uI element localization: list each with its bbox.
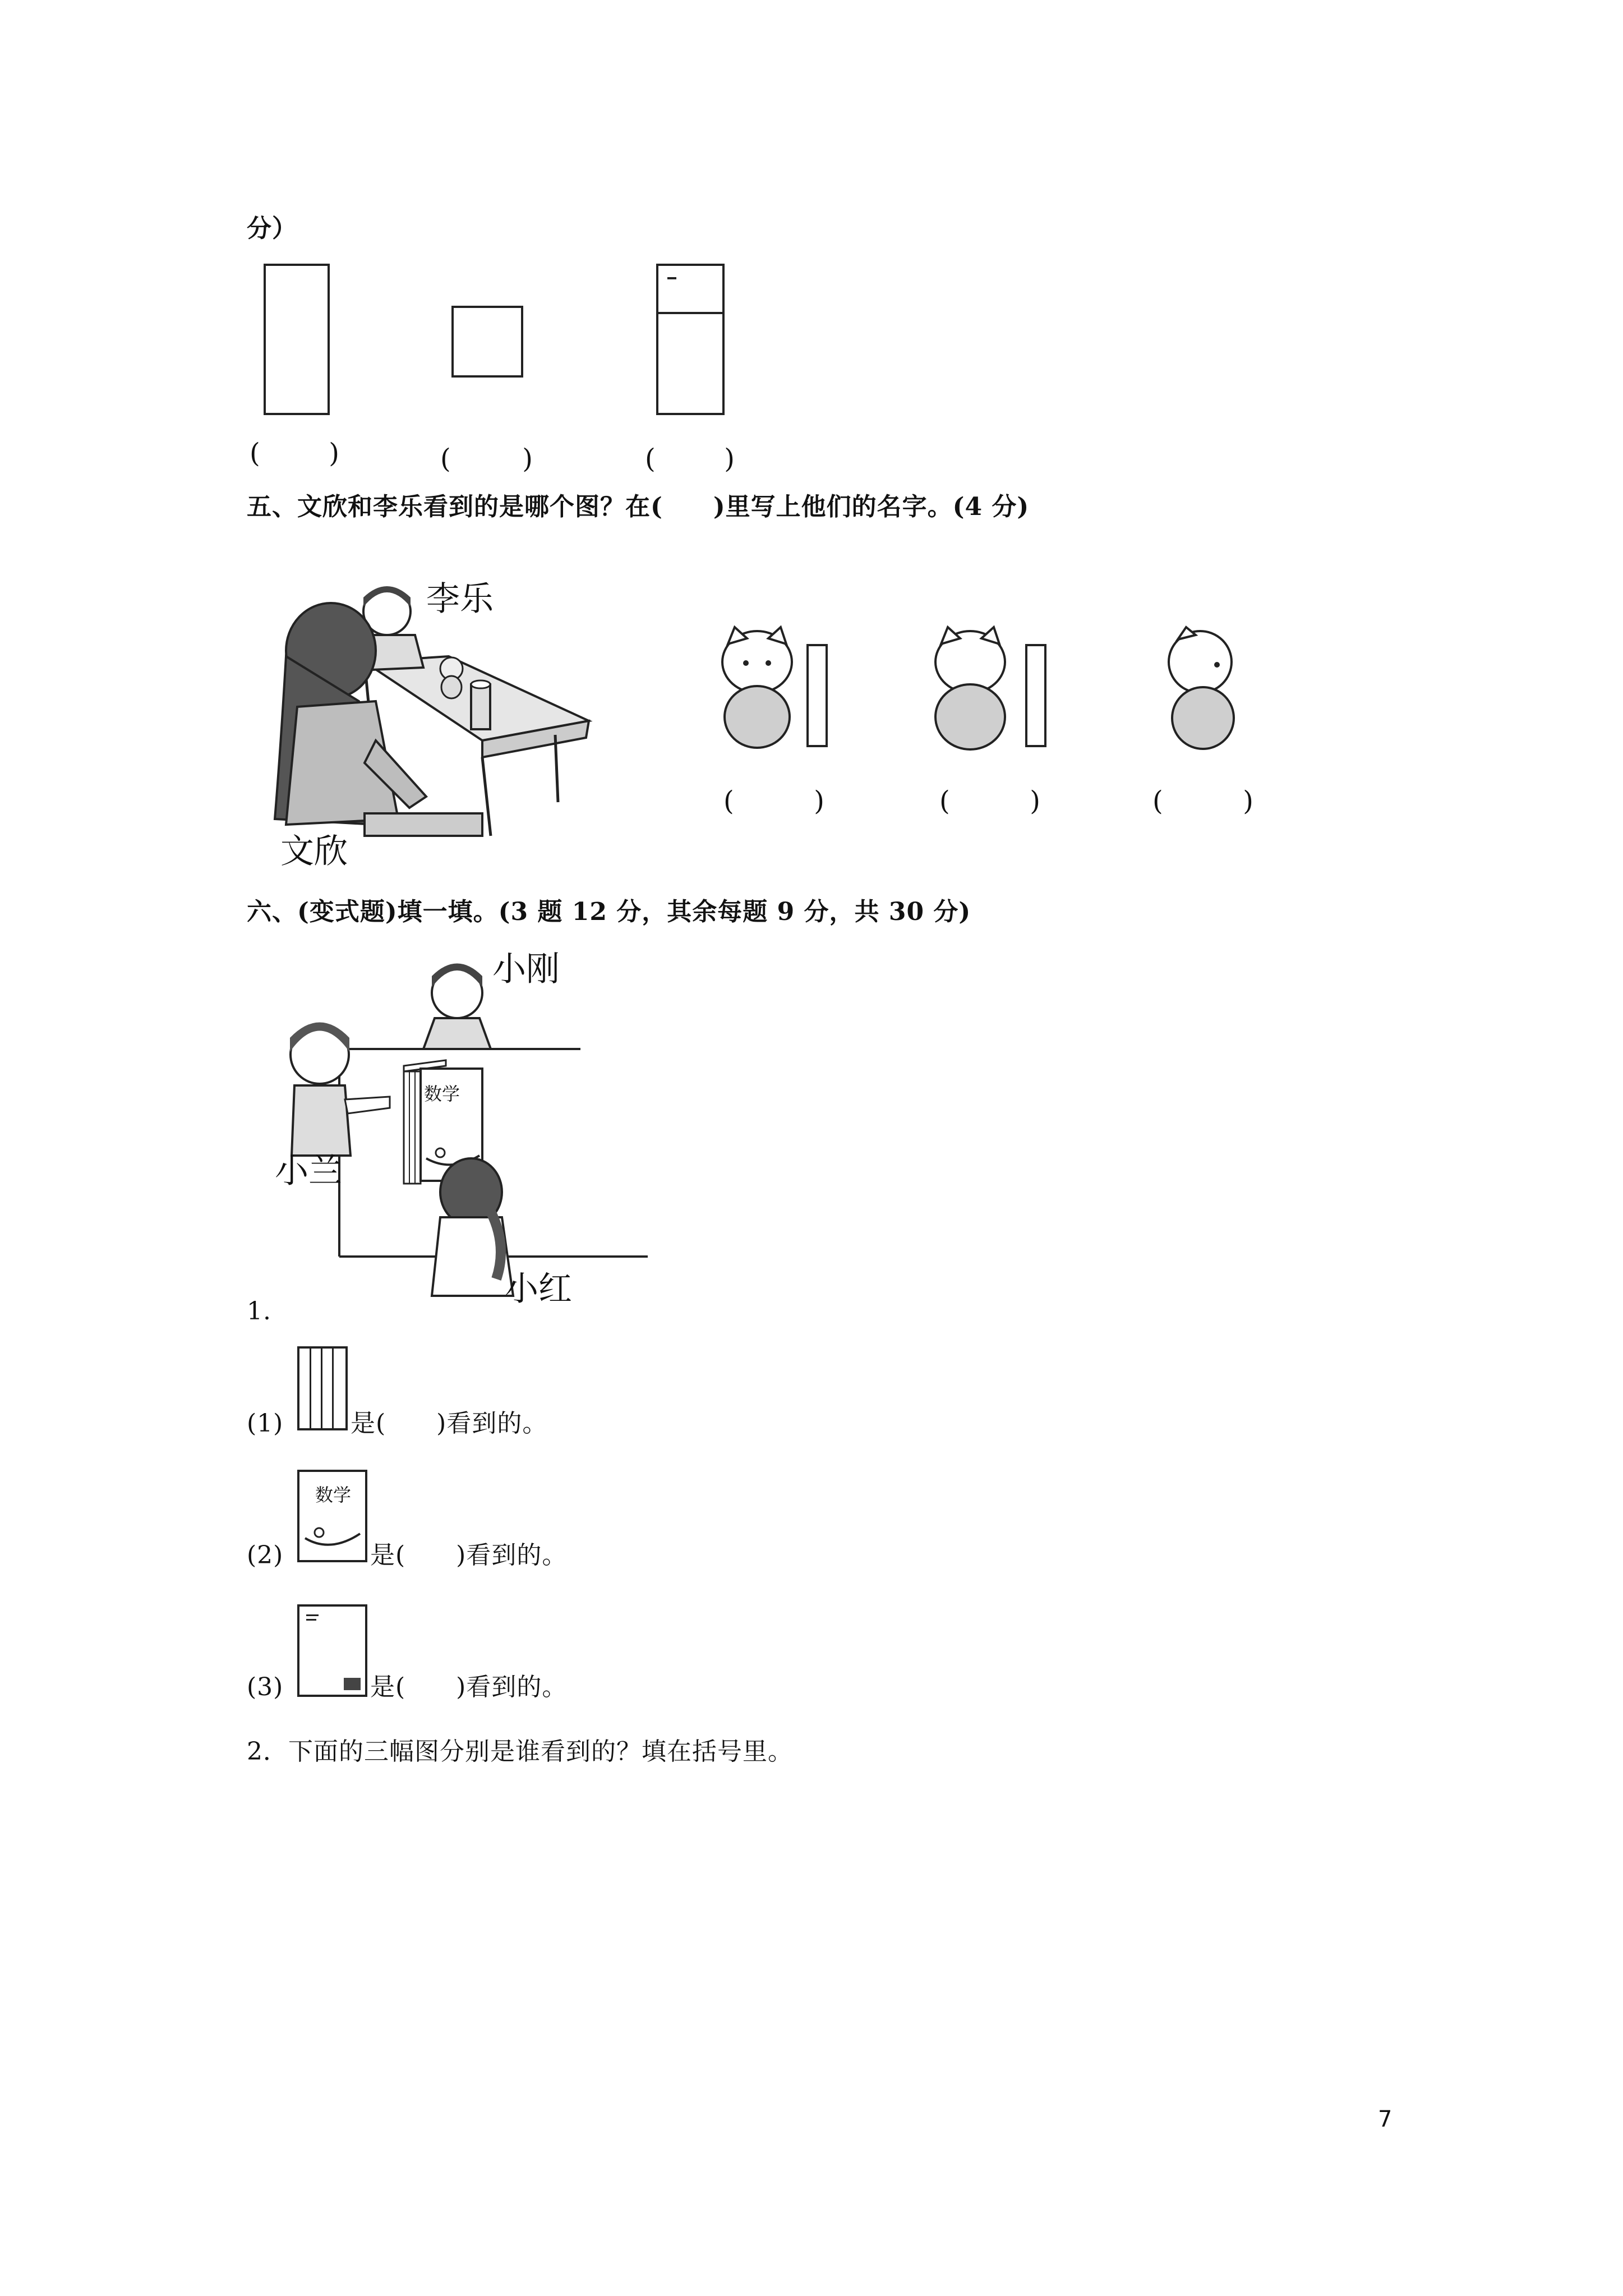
item-3-text: 是( )看到的。 (370, 1673, 568, 1701)
view-back-toy-icon (925, 623, 1071, 757)
label-xiaogang: 小刚 (492, 950, 560, 989)
book-back-view (297, 1604, 367, 1697)
answer-blank-4-3[interactable]: ( ) (645, 443, 735, 475)
view-side-toy-icon (1155, 623, 1267, 757)
figure-front-view (656, 264, 725, 415)
item-2-number: (2) (247, 1541, 284, 1570)
label-xiaohong: 小红 (505, 1269, 572, 1309)
answer-blank-5-1[interactable]: ( ) (723, 785, 824, 817)
label-xiaolan: 小兰 (275, 1152, 342, 1191)
question-1-number: 1. (247, 1297, 271, 1326)
section5-title: 五、文欣和李乐看到的是哪个图？在( )里写上他们的名字。(4 分) (247, 493, 1030, 521)
question-2: 2．下面的三幅图分别是谁看到的？填在括号里。 (247, 1737, 793, 1766)
label-wenxin: 文欣 (280, 832, 348, 871)
scene-book-illustration (278, 954, 659, 1301)
answer-blank-5-3[interactable]: ( ) (1152, 785, 1253, 817)
figure-side-view (264, 264, 330, 415)
section6-title: 六、(变式题)填一填。(3 题 12 分，其余每题 9 分，共 30 分) (247, 898, 971, 926)
book-cover-title: 数学 (424, 1083, 460, 1105)
book-spine-view (297, 1346, 348, 1430)
book-front-title: 数学 (315, 1484, 352, 1506)
item-2-text: 是( )看到的。 (370, 1541, 568, 1570)
answer-blank-5-2[interactable]: ( ) (939, 785, 1040, 817)
item-1-number: (1) (247, 1409, 284, 1438)
section4-continuation: 分） (247, 214, 297, 243)
page-number: 7 (1378, 2106, 1393, 2132)
label-lile: 李乐 (426, 579, 494, 619)
view-front-toy-icon (712, 623, 858, 757)
answer-blank-4-2[interactable]: ( ) (440, 443, 533, 475)
item-1-text: 是( )看到的。 (351, 1409, 548, 1438)
answer-blank-4-1[interactable]: ( ) (250, 438, 339, 469)
item-3-number: (3) (247, 1673, 284, 1701)
figure-top-view (451, 306, 523, 378)
